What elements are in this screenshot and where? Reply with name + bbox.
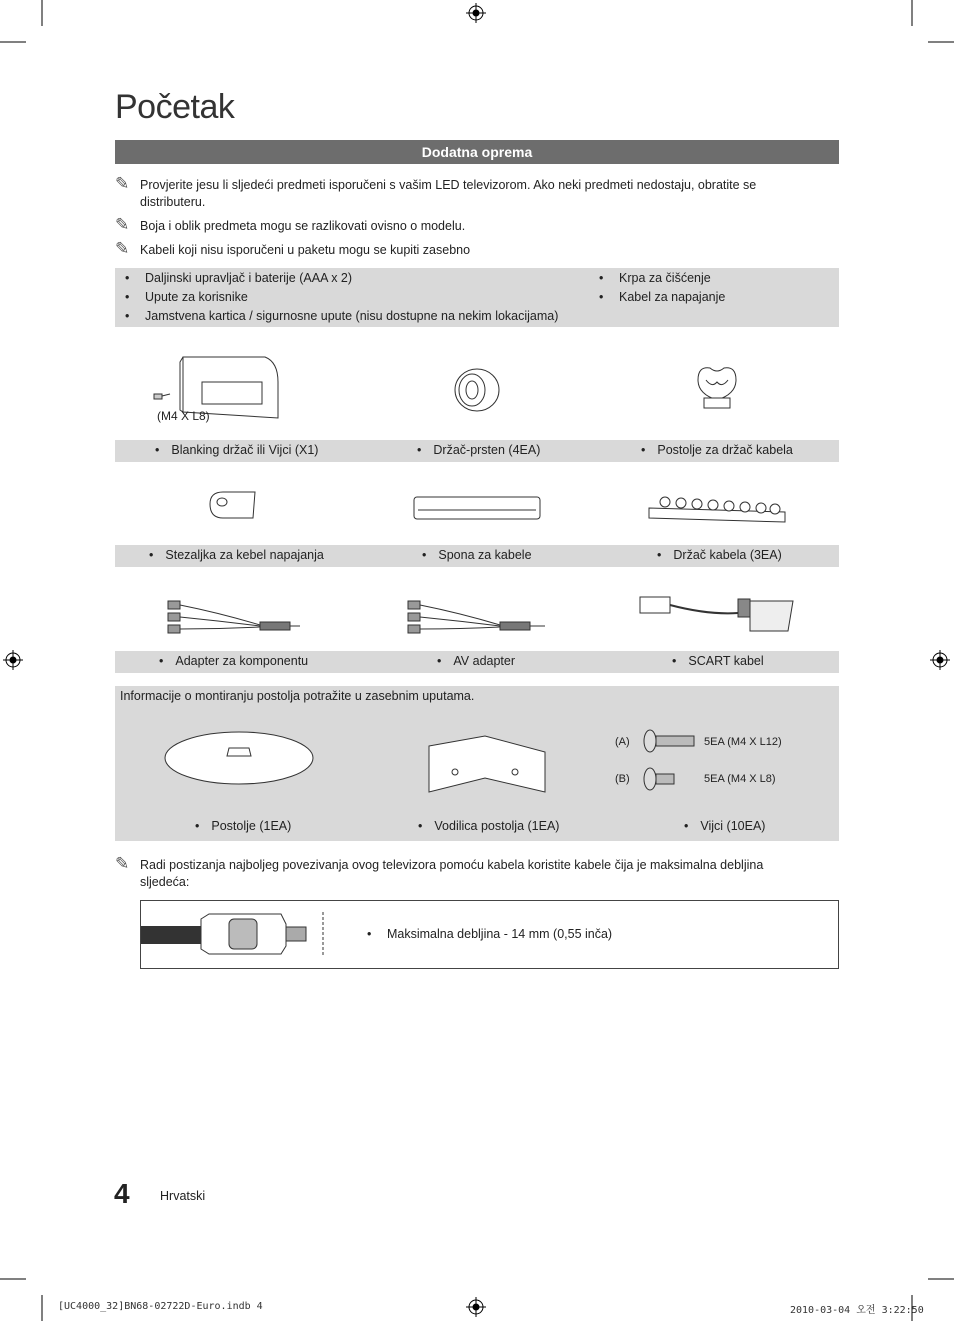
page-number: 4	[114, 1178, 130, 1209]
note-2: ✎ Boja i oblik predmeta mogu se razlikovati ovisno o modelu.	[115, 215, 466, 234]
footer-date: 2010-03-04 오전 3:22:50	[790, 1305, 924, 1316]
note-3: ✎ Kabeli koji nisu isporučeni u paketu mogu se kupiti zasebno	[115, 239, 471, 258]
screw-b-spec: 5EA (M4 X L8)	[704, 773, 776, 785]
crosshair-registration-icon	[466, 1297, 486, 1317]
caption: • Postolje (1EA)	[195, 819, 292, 833]
screw-b-tag: (B)	[615, 773, 630, 785]
row3-caption-bar	[115, 651, 839, 673]
caption: • Držač kabela (3EA)	[657, 548, 782, 562]
screw-b-icon	[642, 766, 682, 792]
caption: • Postolje za držač kabela	[641, 443, 793, 457]
caption: • Spona za kabele	[422, 548, 532, 562]
list-item: • Upute za korisnike	[125, 290, 248, 304]
stand-guide-illustration	[425, 734, 550, 796]
holder-ring-illustration	[450, 365, 505, 415]
caption: • Vijci (10EA)	[684, 819, 766, 833]
stand-info-box	[115, 686, 839, 841]
language-label: Hrvatski	[160, 1189, 206, 1203]
crosshair-registration-icon	[3, 650, 23, 670]
stand-base-illustration	[163, 726, 315, 788]
pencil-note-icon: ✎	[115, 239, 130, 258]
caption: • AV adapter	[437, 654, 516, 668]
cable-tie-illustration	[410, 494, 545, 524]
cable-note: ✎ Radi postizanja najboljeg povezivanja ovog televizora pomoću kabela koristite kabele čija je maksimalna debljina sljedeća:	[115, 854, 764, 889]
av-adapter-illustration	[400, 593, 550, 638]
power-cable-clamp-illustration	[205, 488, 260, 523]
caption: • Držač-prsten (4EA)	[417, 443, 541, 457]
list-item: • Daljinski upravljač i baterije (AAA x 2)	[125, 271, 353, 285]
stand-info-text: Informacije o montiranju postolja potražite u zasebnim uputama.	[120, 689, 475, 703]
accessories-list-box	[115, 268, 839, 327]
page-title: Početak	[115, 88, 235, 126]
scart-cable-illustration	[638, 593, 798, 638]
caption: • Vodilica postolja (1EA)	[418, 819, 560, 833]
screw-size-label: (M4 X L8)	[157, 409, 210, 423]
component-adapter-illustration	[160, 593, 310, 638]
pencil-note-icon: ✎	[115, 215, 130, 234]
cable-holder-stand-illustration	[690, 360, 745, 415]
footer-file: [UC4000_32]BN68-02722D-Euro.indb 4	[58, 1301, 263, 1312]
cable-plug-illustration	[141, 909, 331, 959]
screw-a-icon	[642, 728, 697, 754]
caption: • Blanking držač ili Vijci (X1)	[155, 443, 319, 457]
list-item: • Kabel za napajanje	[599, 290, 726, 304]
row2-caption-bar	[115, 545, 839, 567]
cable-thickness-box	[140, 900, 839, 969]
caption: • Adapter za komponentu	[159, 654, 309, 668]
pencil-note-icon: ✎	[115, 854, 130, 873]
row1-caption-bar	[115, 440, 839, 462]
screw-a-tag: (A)	[615, 736, 630, 748]
list-item: • Jamstvena kartica / sigurnosne upute (nisu dostupne na nekim lokacijama)	[125, 309, 559, 323]
section-header: Dodatna oprema	[115, 140, 839, 164]
caption: • SCART kabel	[672, 654, 764, 668]
screw-a-spec: 5EA (M4 X L12)	[704, 736, 782, 748]
note-1: ✎ Provjerite jesu li sljedeći predmeti isporučeni s vašim LED televizorom. Ako neki predmeti nedostaju, obratite se distributeru.	[115, 174, 757, 209]
cable-spec: • Maksimalna debljina - 14 mm (0,55 inča)	[367, 927, 613, 941]
crosshair-registration-icon	[466, 3, 486, 23]
caption: • Stezaljka za kebel napajanja	[149, 548, 324, 562]
cable-holder-illustration	[645, 490, 790, 526]
list-item: • Krpa za čišćenje	[599, 271, 711, 285]
pencil-note-icon: ✎	[115, 174, 130, 193]
crosshair-registration-icon	[930, 650, 950, 670]
